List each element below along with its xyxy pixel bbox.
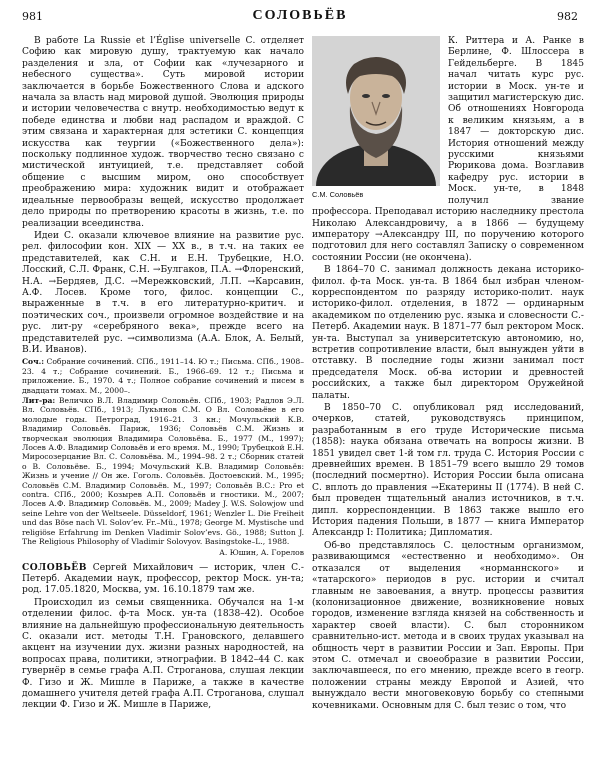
paragraph: Идеи С. оказали ключевое влияние на развитие рус. рел. философии кон. XIX — XX в., в т.ч. на таких ее представителей, как С.Н. и Е.Н. Трубецкие, Н.О. Лосский, С.Л. Франк, С.Н. →Булгаков, П.А. →Флоренский, Н.А. →Бердяев, Д.С. →Мережковский, Л.П. →Карсавин, А.Ф. Лосев. Кроме того, филос. концепции С., выраженные в т.ч. в его литературно-критич. и поэтических соч., произвели огромное воздействие и на рус. лит-ру «серебряного века», прежде всего на представителей рус. →символизма (А.А. Блок, А. Белый, В.И. Иванов). <box>22 230 304 355</box>
works-label: Соч.: <box>22 357 45 367</box>
paragraph: В работе La Russie et l’Église universelle С. отделяет Софию как мировую душу, трактуемую как начало разделения и зла, от Софии как «лучезарного и небесного существа». Суть мировой истории заключается в борьбе Божественного Слова и адского начала за власть над мировой душой. Эволюция природы и истории человечества с внутр. необходимостью ведут к победе единства и любви над распадом и враждой. С этим связана и характерная для эстетики С. концепция искусства как теургии («Божественного дела»): поскольку подлинное худож. творчество тесно связано с мистической интуицией, т.е. представляет собой общение с высшим миром, оно способствует преображению мира: художник видит и отображает идеальные первообразы вещей, искусство продолжает дело природы по претворению красоты в жизнь, т.е. по реализации всеединства. <box>22 36 304 229</box>
running-title: СОЛОВЬЁВ <box>252 8 348 23</box>
portrait-caption: С.М. Соловьёв <box>312 190 364 199</box>
portrait-image <box>312 36 440 186</box>
paragraph: В 1864–70 С. занимал должность декана историко-филол. ф-та Моск. ун-та. В 1864 был избран членом-корреспондентом по разряду историко-полит. наук историко-филол. отделения, в 1872 — ординарным академиком по отделению рус. языка и словесности С.-Петерб. Академии наук. В 1871–77 был ректором Моск. ун-та. Выступал за университетскую автономию, но, встретив сопротивление власти, был вынужден уйти в отставку. В последние годы жизни занимал пост председателя Моск. об-ва истории и древностей российских, а также был директором Оружейной палаты. <box>312 265 584 401</box>
page-number-right: 982 <box>557 10 578 23</box>
literature-text: Величко В.Л. Владимир Соловьёв. СПб., 1903; Радлов Э.Л. Вл. Соловьёв. СПб., 1913; Лукьянов С.М. О Вл. Соловьёве в его молодые годы. Петроград, 1916–21. 3 кн.; Мочульский К.В. Владимир Соловьёв. Париж, 1936; Соловьёв С.М. Жизнь и творческая эволюция Владимира Соловьёва. Б., 1977 (М., 1997); Лосев А.Ф. Владимир Соловьёв и его время. М., 1990; Трубецкой Е.Н. Миросозерцание Вл. С. Соловьёва. М., 1994–98. 2 т.; Сборник статей о В. Соловьёве. Б., 1994; Мочульский К.В. Владимир Соловьёв: Жизнь и учение // Он же. Гоголь. Соловьёв. Достоевский. М., 1995; Соловьёв С.М. Владимир Соловьёв. М., 1997; Соловьёв В.С.: Pro et contra. СПб., 2000; Козырев А.П. Соловьёв и гностики. М., 2007; Лосев А.Ф. Владимир Соловьёв. М., 2009; Madey J. W.S. Solowjow und seine Lehre von der Weltseele. Düsseldorf, 1961; Wenzler L. Die Freiheit und das Böse nach Vl. Solov’ev. Fr.–Mü., 1978; George M. Mystische und religiöse Erfahrung im Denken Vladimir Solov’evs. Gö., 1988; Sutton J. The Religious Philosophy of Vladimir Solovyov. Basingstoke–L., 1988. <box>22 396 305 547</box>
left-column <box>22 36 304 713</box>
entry-headword: СОЛОВЬЁВ <box>22 561 87 573</box>
portrait-illustration <box>312 36 440 186</box>
entry-intro-text: Сергей Михайлович — историк, член С.-Петерб. Академии наук, профессор, ректор Моск. ун-та; род. 17.05.1820, Москва, ум. 16.10.1879 там же. <box>22 562 304 596</box>
paragraph: Об-во представлялось С. целостным организмом, развивающимся «естественно и необходимо». Он отказался от выделения «норманнского» и «татарского» периодов в рус. истории и считал главным не завоевания, а внутр. процессы развития (колонизационное движение, возникновение новых городов, изменение взгляда князей на собственность и характер своей власти). С. был сторонником сравнительно-ист. метода и в своих трудах указывал на общность черт в развитии России и Зап. Европы. При этом С. отмечал и своеобразие в развитии России, заключавшееся, по его мнению, прежде всего в геогр. положении страны между Европой и Азией, что вынуждало вести многовековую борьбу со степными кочевниками. Основным для С. был тезис о том, что <box>312 540 584 711</box>
paragraph: К. Риттера и А. Ранке в Берлине, Ф. Шлоссера в Гейдельберге. В 1845 начал читать курс рус. истории в Моск. ун-те и защитил магистерскую дис. Об отношениях Новгорода к великим князьям, а в 1847 — докторскую дис. История отношений между русскими князьями Рюрикова дома. Возглавив кафедру рус. истории в Моск. ун-те, в 1848 получил звание профессора. Преподавал историю наследнику престола Николаю Александровичу, а в 1866 — будущему императору →Александру III, по поручению которого подготовил для него составлял Записку о современном состоянии России (не окончена). <box>312 36 584 263</box>
article-authors: А. Юшин, А. Горелов <box>219 547 304 557</box>
literature-label: Лит-ра: <box>22 396 56 405</box>
works-list <box>22 357 304 395</box>
portrait-figure <box>312 36 440 202</box>
paragraph: Происходил из семьи священника. Обучался на 1-м отделении филос. ф-та Моск. ун-та (1838–42). Особое влияние на дальнейшую профессиональную деятельность С. оказали ист. методы Т.Н. Грановского, делавшего акцент на изучении дух. жизни разных народностей, на вопросах права, политики, этнографии. В 1842–44 С. как гувернёр в семье графа А.П. Строганова, слушая лекции Ф. Гизо и Ж. Мишле в Париже, а также в качестве домашнего учителя детей графа А.П. Строганова, слушал лекции Ф. Гизо и Ж. Мишле в Париже, <box>22 597 304 711</box>
works-text: Собрание сочинений. СПб., 1911–14. Ю т.; Письма. СПб., 1908–23. 4 т.; Собрание сочинений. Б., 1966–69. 12 т.; Письма и приложение. Б., 1970. 4 т.; Полное собрание сочинений и писем в двадцати томах. М., 2000–. <box>22 357 305 395</box>
literature-list <box>22 396 304 547</box>
paragraph: В 1850–70 С. опубликовал ряд исследований, очерков, статей, руководствуясь принципом, разработанным в его труде Исторические письма (1858): наука обязана отвечать на вопросы жизни. В 1851 увидел свет 1-й том гл. труда С. История России с древнейших времен. В 1851–79 всего вышло 29 томов (последний посмертно). История России была описана С. вплоть до правления →Екатерины II (1774). В ней С. был проведен тщательный анализ источников, в т.ч. дипл. корреспонденции. В 1863 также вышло его История падения Польши, в 1877 — книга Император Александр I: Политика; Дипломатия. <box>312 403 584 539</box>
entry-intro <box>22 562 304 597</box>
right-column <box>312 36 584 713</box>
page-header <box>22 8 578 28</box>
page-number-left: 981 <box>22 10 43 23</box>
